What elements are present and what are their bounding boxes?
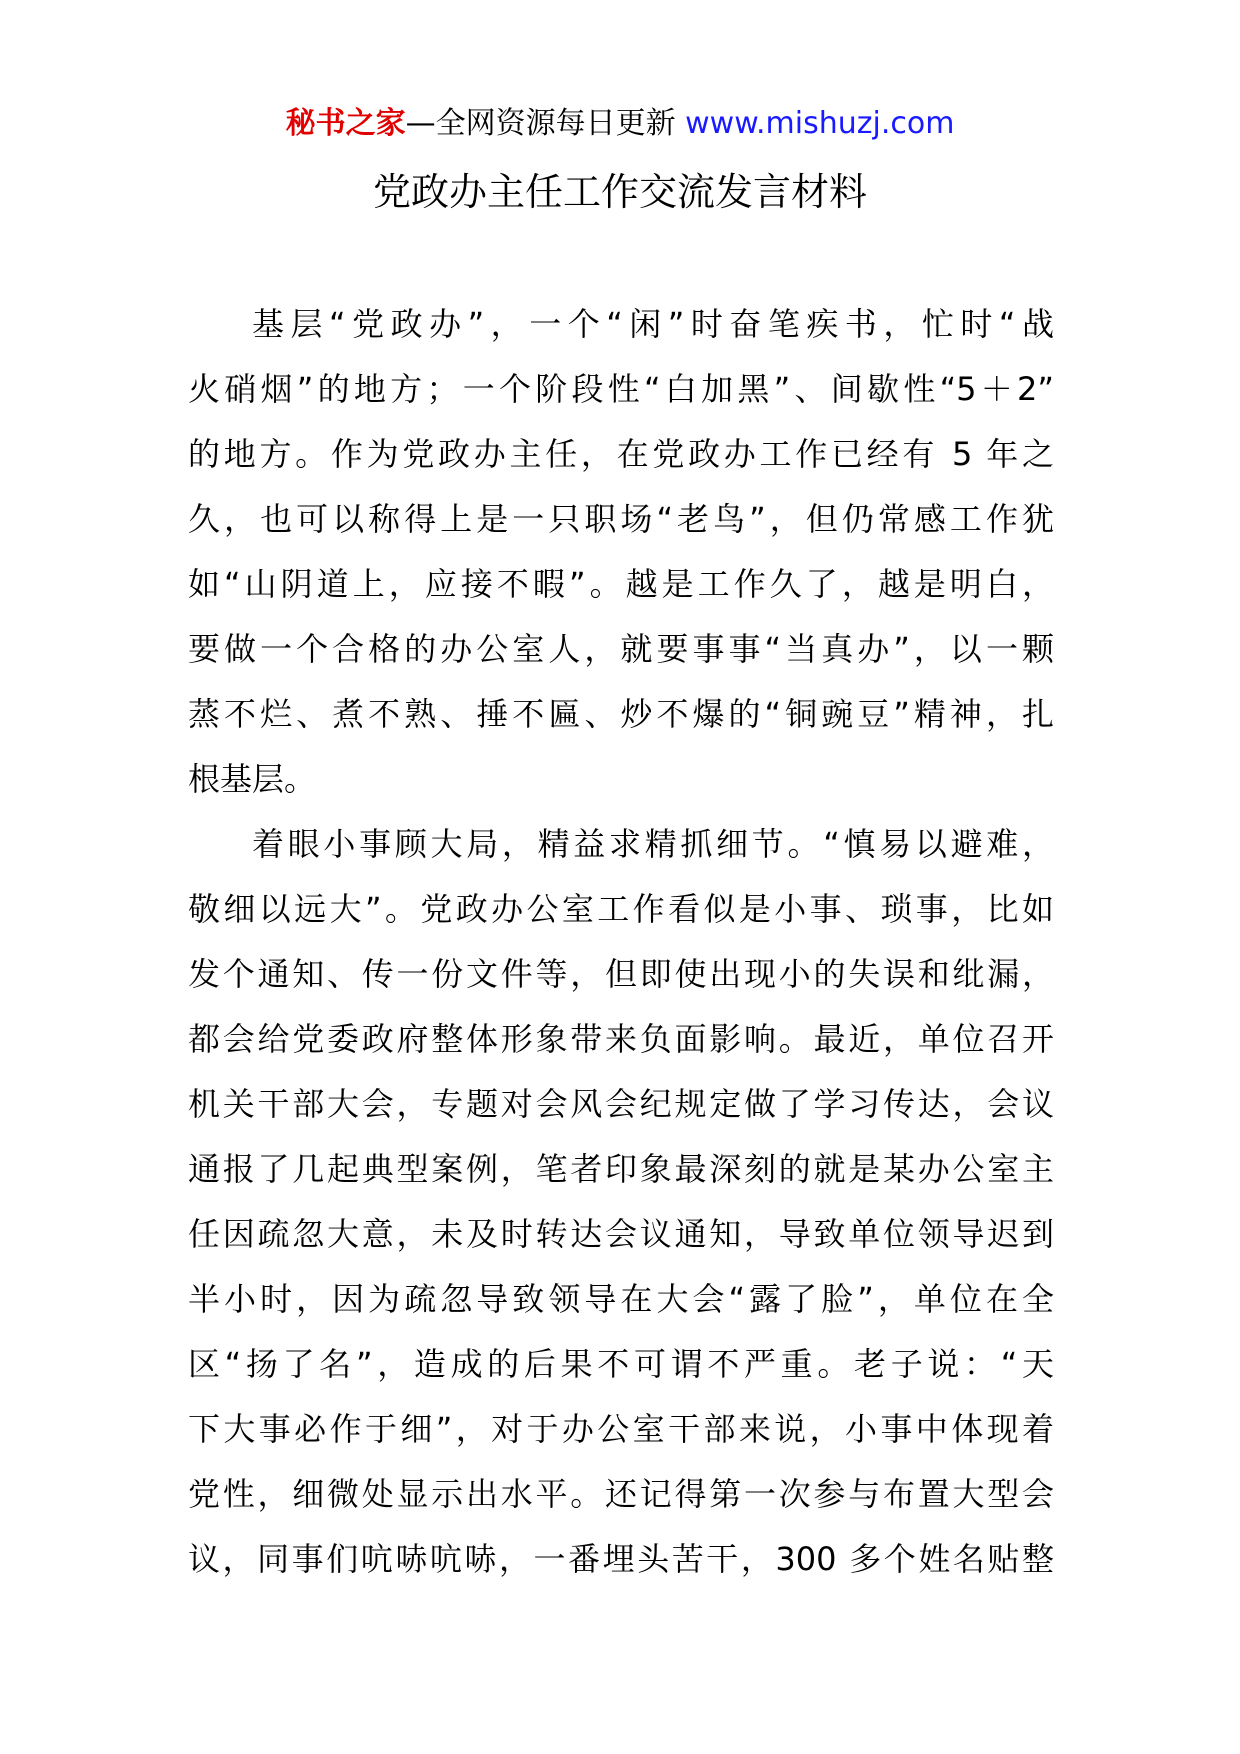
body-line: 机关干部大会，专题对会风会纪规定做了学习传达，会议: [188, 1085, 1054, 1123]
body-line: 着眼小事顾大局，精益求精抓细节。“慎易以避难，: [252, 825, 1054, 863]
document-title: 党政办主任工作交流发言材料: [372, 170, 867, 214]
body-line: 党性，细微处显示出水平。还记得第一次参与布置大型会: [188, 1475, 1054, 1513]
body-line: 的地方。作为党政办主任，在党政办工作已经有 5 年之: [188, 435, 1054, 473]
body-line: 区“扬了名”，造成的后果不可谓不严重。老子说：“天: [188, 1345, 1054, 1383]
body-line: 要做一个合格的办公室人，就要事事“当真办”，以一颗: [188, 630, 1054, 668]
document-body: [188, 292, 1054, 1592]
body-line: 议，同事们吭哧吭哧，一番埋头苦干，300 多个姓名贴整: [188, 1540, 1054, 1578]
body-line: 半小时，因为疏忽导致领导在大会“露了脸”，单位在全: [188, 1280, 1054, 1318]
body-line: 基层“党政办”，一个“闲”时奋笔疾书，忙时“战: [252, 305, 1054, 343]
body-line: 根基层。: [188, 760, 317, 798]
page-header: [0, 100, 1240, 148]
body-line: 任因疏忽大意，未及时转达会议通知，导致单位领导迟到: [188, 1215, 1054, 1253]
body-line: 发个通知、传一份文件等，但即使出现小的失误和纰漏，: [188, 955, 1054, 993]
body-line: 通报了几起典型案例，笔者印象最深刻的就是某办公室主: [188, 1150, 1054, 1188]
body-line: 久，也可以称得上是一只职场“老鸟”，但仍常感工作犹: [188, 500, 1054, 538]
body-line: 敬细以远大”。党政办公室工作看似是小事、琐事，比如: [188, 890, 1054, 928]
brand-name: 秘书之家: [285, 106, 406, 141]
body-line: 如“山阴道上，应接不暇”。越是工作久了，越是明白，: [188, 565, 1054, 603]
body-line: 蒸不烂、煮不熟、捶不匾、炒不爆的“铜豌豆”精神，扎: [188, 695, 1054, 733]
site-url-link[interactable]: www.mishuzj.com: [685, 106, 955, 141]
body-line: 都会给党委政府整体形象带来负面影响。最近，单位召开: [188, 1020, 1054, 1058]
body-line: 下大事必作于细”，对于办公室干部来说，小事中体现着: [188, 1410, 1054, 1448]
header-tagline: —全网资源每日更新: [405, 106, 686, 141]
body-line: 火硝烟”的地方；一个阶段性“白加黑”、间歇性“5＋2”: [188, 370, 1054, 408]
